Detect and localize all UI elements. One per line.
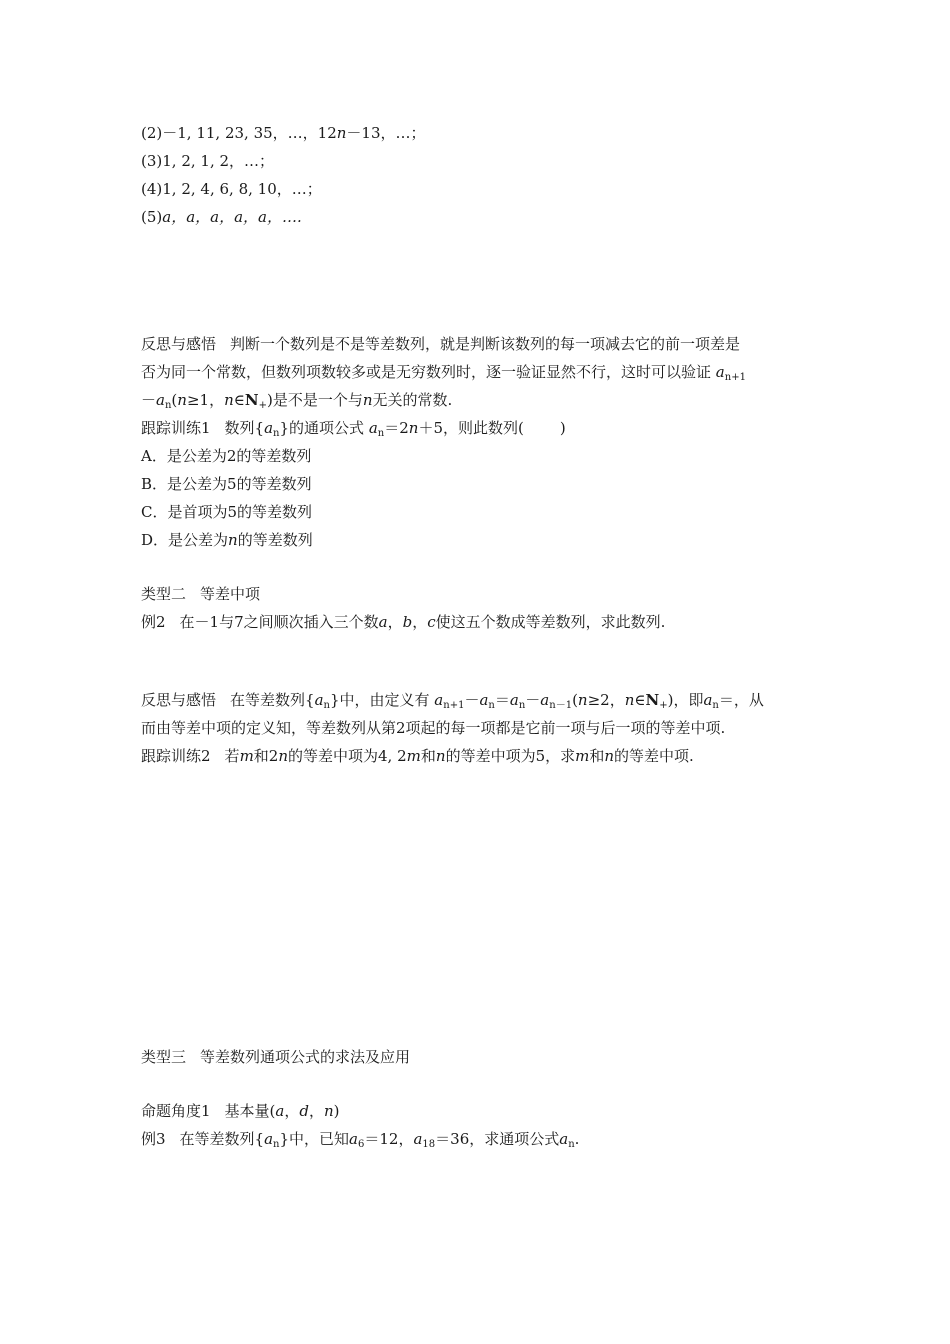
reflection1-text1: 判断一个数列是不是等差数列，就是判断该数列的每一项减去它的前一项差是 <box>230 335 741 353</box>
t: ) <box>559 419 566 437</box>
t: 在等差数列{ <box>179 1130 265 1148</box>
reflection1-heading: 反思与感悟 <box>141 335 217 353</box>
sub-plus: + <box>659 700 668 711</box>
example2 <box>141 612 665 632</box>
sub-n: n <box>518 700 526 711</box>
var-n: n <box>324 1102 334 1120</box>
option-b: B．是公差为5的等差数列 <box>141 475 312 493</box>
option-d-tail: 的等差数列 <box>237 531 313 549</box>
option-d <box>141 530 313 550</box>
example3 <box>141 1129 579 1149</box>
type3-title: 等差数列通项公式的求法及应用 <box>200 1048 411 1066</box>
t: ( <box>572 691 578 709</box>
var-a: a <box>378 613 388 631</box>
sub-18: 18 <box>422 1139 436 1150</box>
t: 数列{ <box>224 419 265 437</box>
set-N: N <box>645 691 660 709</box>
var-a: a <box>559 1130 569 1148</box>
angle1-label: 命题角度1 <box>141 1102 211 1120</box>
comma: ， <box>412 613 428 631</box>
var-a: a <box>509 691 519 709</box>
var-a: a <box>264 419 274 437</box>
t: 在－1与7之间顺次插入三个数 <box>179 613 379 631</box>
reflection2-line2: 而由等差中项的定义知，等差数列从第2项起的每一项都是它前一项与后一项的等差中项. <box>141 719 726 737</box>
option-a: A．是公差为2的等差数列 <box>141 447 312 465</box>
list-item-5 <box>141 207 302 227</box>
paren: ( <box>171 391 178 409</box>
example2-label: 例2 <box>141 613 166 631</box>
sub-n1: n+1 <box>443 700 465 711</box>
sep: ， <box>308 1102 324 1120</box>
reflection1-text3: )是不是一个与 <box>266 391 363 409</box>
in: ∈ <box>233 391 245 409</box>
t: 使这五个数成等差数列，求此数列. <box>435 613 666 631</box>
t: 和 <box>420 747 436 765</box>
t: 若 <box>224 747 240 765</box>
cond: ≥1， <box>186 391 225 409</box>
reflection1-line2 <box>141 362 746 382</box>
var-a: a <box>540 691 550 709</box>
t: ＋5，则此数列( <box>418 419 524 437</box>
var-n: n <box>604 747 615 765</box>
minus: － <box>464 691 480 709</box>
t: ，从 <box>733 691 764 709</box>
example3-label: 例3 <box>141 1130 166 1148</box>
t: ∈ <box>634 691 646 709</box>
option-d-text: D．是公差为 <box>141 531 229 549</box>
var-d: d <box>299 1102 309 1120</box>
list-item-2-tail: －13，…； <box>346 124 426 142</box>
var-a: a <box>413 1130 423 1148</box>
reflection1-line3 <box>141 390 452 410</box>
training1-heading: 跟踪训练1 <box>141 419 211 437</box>
var-a: a <box>368 419 378 437</box>
var-n: n <box>408 419 419 437</box>
reflection2-line1 <box>141 690 764 710</box>
type2-title: 等差中项 <box>200 585 261 603</box>
t: }中，已知 <box>279 1130 350 1148</box>
var-a: a <box>264 1130 274 1148</box>
t: 和2 <box>253 747 279 765</box>
sub-plus: + <box>258 400 267 411</box>
var-n: n <box>435 747 446 765</box>
list-item-5-label: (5) <box>141 208 163 226</box>
var-a: a <box>275 1102 285 1120</box>
option-c: C．是首项为5的等差数列 <box>141 503 313 521</box>
var-n: n <box>228 531 238 549</box>
type3-label: 类型三 <box>141 1048 187 1066</box>
training1-question <box>141 418 566 438</box>
t: . <box>574 1130 580 1148</box>
var-n: n <box>177 391 187 409</box>
var-n: n <box>336 124 347 142</box>
list-item-2-text: (2)－1, 11, 23, 35，…，12 <box>141 124 337 142</box>
list-item-3: (3)1, 2, 1, 2，…； <box>141 152 275 170</box>
t: )，即 <box>667 691 704 709</box>
sub-n1: n+1 <box>724 372 746 383</box>
sub-n: n <box>164 400 172 411</box>
sub-n: n <box>568 1139 575 1150</box>
list-item-5-terms: a，a，a，a，a，…. <box>162 208 302 226</box>
minus: － <box>525 691 541 709</box>
sub-n: n <box>273 1139 280 1150</box>
sub-6: 6 <box>358 1139 365 1150</box>
var-a: a <box>314 691 324 709</box>
var-a: a <box>434 691 444 709</box>
var-m: m <box>406 747 421 765</box>
comma: ， <box>387 613 403 631</box>
sub-n: n <box>712 700 719 711</box>
var-n: n <box>278 747 289 765</box>
t: 的等差中项为5，求 <box>445 747 576 765</box>
sub-n: n <box>488 700 495 711</box>
var-b: b <box>402 613 413 631</box>
set-N: N <box>244 391 259 409</box>
var-n: n <box>577 691 588 709</box>
var-n: n <box>624 691 635 709</box>
var-a: a <box>156 391 165 409</box>
type3-heading <box>141 1047 410 1067</box>
sep: ， <box>284 1102 300 1120</box>
reflection2-heading: 反思与感悟 <box>141 691 217 709</box>
t: ＝2 <box>384 419 409 437</box>
t: ＝12， <box>364 1130 414 1148</box>
t: 基本量( <box>224 1102 276 1120</box>
sub-nm1: n－1 <box>549 700 573 711</box>
t: ＝36，求通项公式 <box>435 1130 560 1148</box>
angle1-heading <box>141 1101 340 1121</box>
t: }的通项公式 <box>279 419 365 437</box>
t: ≥2， <box>587 691 625 709</box>
t: ＝ <box>718 691 734 709</box>
var-n: n <box>362 391 373 409</box>
t: 在等差数列{ <box>230 691 315 709</box>
var-m: m <box>575 747 590 765</box>
var-n: n <box>224 391 234 409</box>
reflection1-text2: 否为同一个常数，但数列项数较多或是无穷数列时，逐一验证显然不行，这时可以验证 <box>141 363 712 381</box>
t: 和 <box>589 747 605 765</box>
eq: ＝ <box>494 691 510 709</box>
t: }中，由定义有 <box>329 691 430 709</box>
list-item-4: (4)1, 2, 4, 6, 8, 10，…； <box>141 180 322 198</box>
minus: － <box>141 391 157 409</box>
t: 的等差中项. <box>614 747 694 765</box>
training2-heading: 跟踪训练2 <box>141 747 211 765</box>
var-a: a <box>703 691 713 709</box>
sub-n: n <box>377 428 385 439</box>
type2-heading <box>141 584 260 604</box>
var-a: a <box>479 691 489 709</box>
var-a: a <box>715 363 725 381</box>
var-c: c <box>427 613 436 631</box>
list-item-2 <box>141 123 426 143</box>
var-m: m <box>239 747 254 765</box>
training2-question <box>141 746 694 766</box>
sub-n: n <box>323 700 330 711</box>
reflection1-text4: 无关的常数. <box>372 391 453 409</box>
var-a: a <box>349 1130 358 1148</box>
type2-label: 类型二 <box>141 585 187 603</box>
reflection1-line1 <box>141 334 740 354</box>
t: 的等差中项为4, 2 <box>288 747 407 765</box>
t: ) <box>333 1102 340 1120</box>
sub-n: n <box>273 428 280 439</box>
